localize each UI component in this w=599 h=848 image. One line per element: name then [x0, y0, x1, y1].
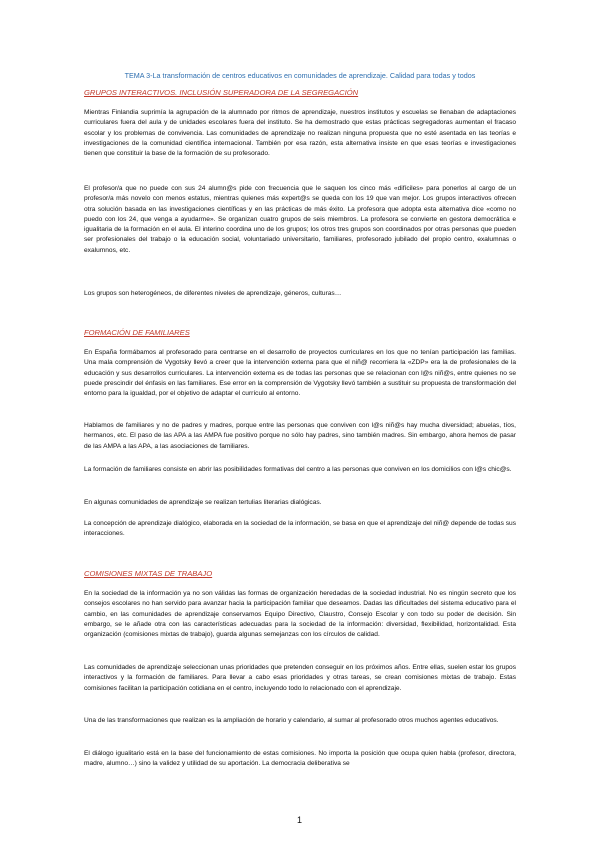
section-heading-grupos-interactivos: GRUPOS INTERACTIVOS. INCLUSIÓN SUPERADORA DE LA SEGREGACIÓN — [84, 88, 359, 97]
paragraph: El diálogo igualitario está en la base del funcionamiento de estas comisiones. No importa la posición que ocupa quien habla (profesor, directora, madre, alumno…) sino la validez y utilidad de su aportación. La democracia deliberativa se — [84, 750, 516, 768]
paragraph: Hablamos de familiares y no de padres y madres, porque entre las personas que conviven con l@s niñ@s hay mucha diversidad; abuelas, tíos, hermanos, etc. El paso de las APA a las AMPA fue positivo porque no sólo hay padres, sino también madres. Sin embargo, ahora hemos de pasar de las AMPA a las APA, a las asociaciones de familiares. — [84, 422, 516, 450]
paragraph: Una de las transformaciones que realizan es la ampliación de horario y calendario, al sumar al profesorado otros muchos agentes educativos. — [84, 717, 499, 724]
section-heading-comisiones-mixtas: COMISIONES MIXTAS DE TRABAJO — [84, 569, 213, 578]
paragraph: La concepción de aprendizaje dialógico, elaborada en la sociedad de la información, se basa en que el aprendizaje del niñ@ depende de todas sus interacciones. — [84, 520, 516, 538]
paragraph: Mientras Finlandia suprimía la agrupación de la alumnado por ritmos de aprendizaje, nuestros institutos y escuelas se llenaban de adaptaciones curriculares fuera del aula y de unidades escolares fuera del instituto. Se ha demostrado que estas prácticas segregadoras aumentan el fracaso escolar y los problemas de convivencia. Las comunidades de aprendizaje no realizan ninguna propuesta que no esté asentada en las teorías e investigaciones de la comunidad científica internacional. También por esa razón, esta alternativa insiste en que esas teorías e investigaciones tienen que constituir la base de la formación de su profesorado. — [84, 109, 516, 158]
paragraph: Las comunidades de aprendizaje seleccionan unas prioridades que pretenden conseguir en los próximos años. Entre ellas, suelen estar los grupos interactivos y la formación de familiares. Para llevar a cabo esas prioridades y otras tareas, se crean comisiones mixtas de trabajo. Estas comisiones facilitan la participación cotidiana en el centro, incluyendo todo lo relacionado con el aprendizaje. — [84, 664, 516, 692]
document-title: TEMA 3-La transformación de centros educativos en comunidades de aprendizaje. Calidad para todas y todos — [124, 71, 476, 80]
paragraph: El profesor/a que no puede con sus 24 alumn@s pide con frecuencia que le saquen los cinco más «difíciles» para ponerlos al cargo de un profesor/a más novelo con menos estatus, mientras quienes más expert@s se queda con los 19 que van mejor. Los grupos interactivos ofrecen otra solución basada en las investigaciones científicas y en las prácticas de más éxito. La profesora que adopta esta alternativa dice «como no puedo con los 24, que venga a ayudarme». Se organizan cuatro grupos de seis miembros. La profesora se convierte en gestora democrática e igualitaria de la formación en el aula. El interino coordina uno de los grupos; los otros tres grupos son coordinados por otras personas que pueden ser profesionales del trabajo o la educación social, voluntariado universitario, familiares, profesorado jubilado del propio centro, exalumnas o exalumnos, etc. — [84, 185, 516, 254]
paragraph: En la sociedad de la información ya no son válidas las formas de organización heredadas de la sociedad industrial. No es ningún secreto que los consejos escolares no han servido para avanzar hacia la participación familiar que deseamos. Dadas las dificultades del sistema educativo para el cambio, en las comunidades de aprendizaje conservamos Equipo Directivo, Claustro, Consejo Escolar y con todo su poder de decisión. Sin embargo, se le añade otra con las características adecuadas para la sociedad de la información: diversidad, flexibilidad, horizontalidad. Esta organización (comisiones mixtas de trabajo), guarda algunas semejanzas con los círculos de calidad. — [84, 590, 516, 639]
paragraph: Los grupos son heterogéneos, de diferentes niveles de aprendizaje, géneros, culturas… — [84, 290, 342, 297]
paragraph: La formación de familiares consiste en abrir las posibilidades formativas del centro a las personas que conviven en los domicilios con l@s chic@s. — [84, 466, 512, 473]
paragraph: En algunas comunidades de aprendizaje se realizan tertulias literarias dialógicas. — [84, 499, 322, 506]
page-number: 1 — [296, 815, 302, 825]
section-heading-formacion-familiares: FORMACIÓN DE FAMILIARES — [84, 328, 190, 337]
paragraph: En España formábamos al profesorado para centrarse en el desarrollo de proyectos curriculares en los que no tenían participación las familias. Una mala comprensión de Vygotsky llevó a creer que la intervención externa para que el niñ@ recorriera la «ZDP» era la de profesionales de la educación y sus desarrollos curriculares. La intervención externa es de todas las personas que se relacionan con l@s niñ@s, entre quienes no se puede prescindir del énfasis en las familiares. Ese error en la comprensión de Vygotsky llevó también a sustituir su propuesta de transformación del entorno para la igualdad, por el objetivo de adaptar el currículo al entorno. — [84, 349, 516, 398]
